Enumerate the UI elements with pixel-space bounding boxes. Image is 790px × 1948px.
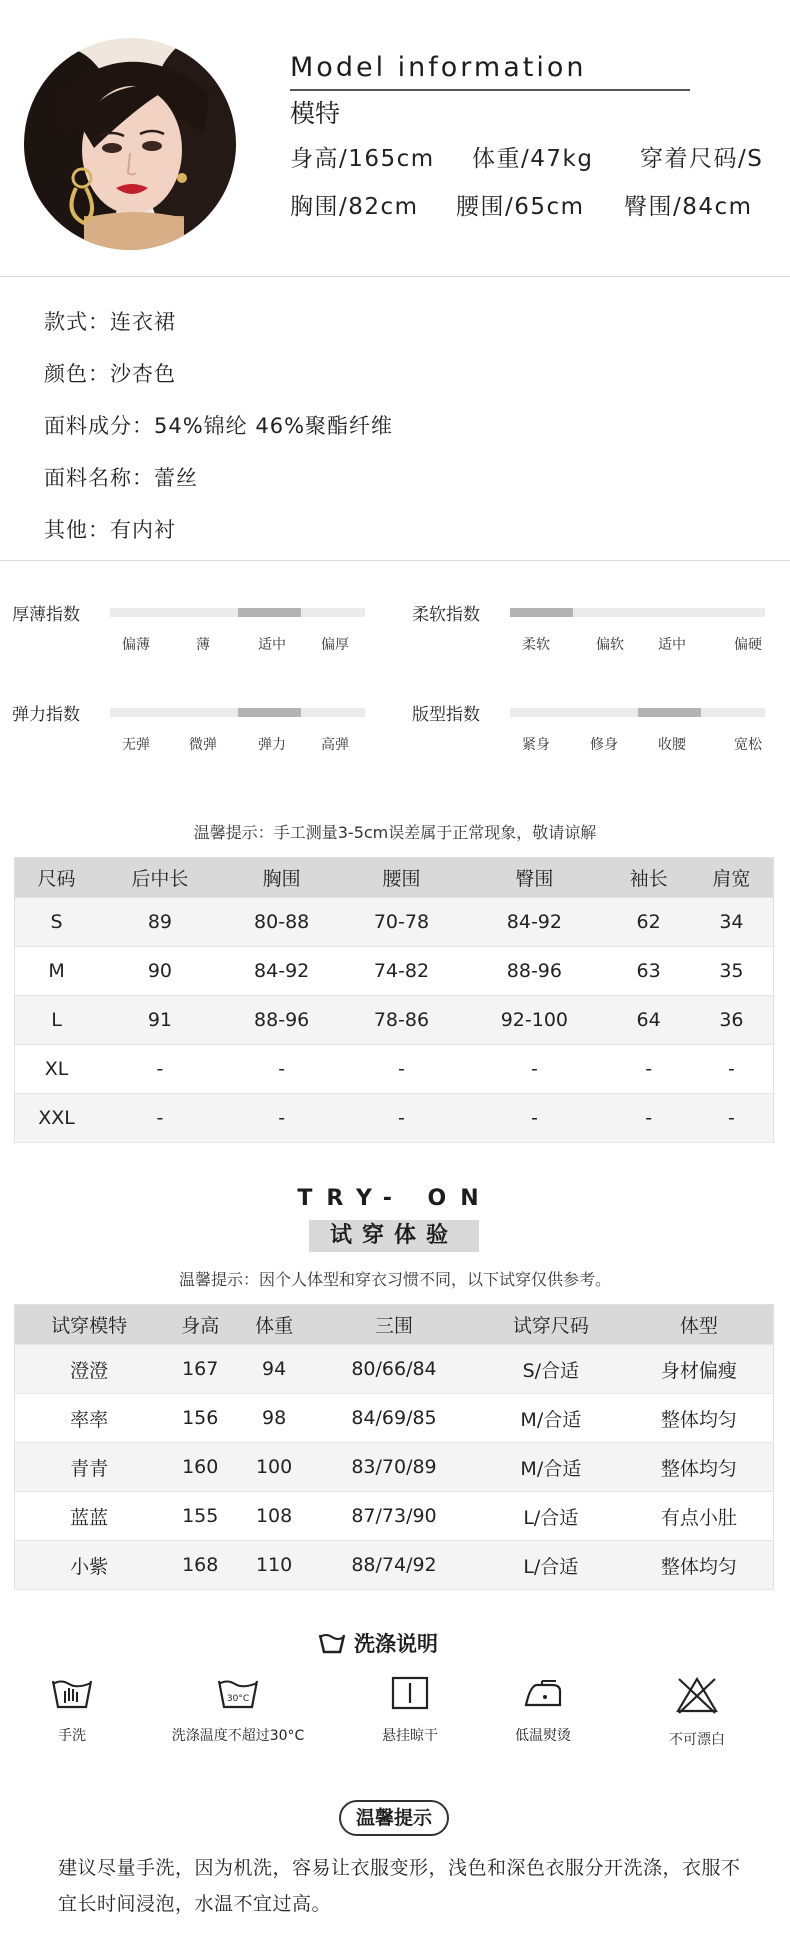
tryon-tip: 温馨提示：因个人体型和穿衣习惯不同，以下试穿仅供参考。 xyxy=(178,1270,611,1289)
tryon-table-header-row xyxy=(15,1305,774,1345)
model-avatar xyxy=(24,38,236,250)
size-table-cell: - xyxy=(690,1094,774,1143)
tryon-table-column-header: 体型 xyxy=(625,1305,774,1345)
size-table-cell: - xyxy=(607,1045,689,1094)
size-table-column-header: 肩宽 xyxy=(690,858,774,898)
size-table-column-header: 后中长 xyxy=(98,858,222,898)
model-information-section xyxy=(0,0,790,276)
model-size: 穿着尺码/S xyxy=(640,146,764,172)
fit-label: 收腰 xyxy=(658,737,686,753)
tryon-table-cell: 整体均匀 xyxy=(625,1443,774,1492)
size-tip: 温馨提示：手工测量3-5cm误差属于正常现象，敬请谅解 xyxy=(193,823,597,842)
model-waist: 腰围/65cm xyxy=(456,194,585,220)
size-table-cell: 70-78 xyxy=(342,898,462,947)
tryon-table-cell: 整体均匀 xyxy=(625,1541,774,1590)
elasticity-label: 高弹 xyxy=(321,737,349,753)
tryon-table-column-header: 试穿尺码 xyxy=(477,1305,625,1345)
wash-30c-icon xyxy=(215,1675,261,1711)
tryon-table-cell: 100 xyxy=(237,1443,311,1492)
tryon-table-row xyxy=(15,1541,774,1590)
tryon-table-cell: 率率 xyxy=(15,1394,164,1443)
attr-style: 款式：连衣裙 xyxy=(44,310,176,334)
tryon-table-cell: 94 xyxy=(237,1345,311,1394)
size-table-cell: 91 xyxy=(98,996,222,1045)
elasticity-label: 弹力 xyxy=(258,737,286,753)
size-table-cell: - xyxy=(342,1094,462,1143)
size-table-cell: 84-92 xyxy=(461,898,607,947)
thickness-index-marker xyxy=(238,608,301,617)
size-table-cell: 64 xyxy=(607,996,689,1045)
size-table-column-header: 袖长 xyxy=(607,858,689,898)
tryon-table-cell: 整体均匀 xyxy=(625,1394,774,1443)
model-portrait-image xyxy=(24,38,236,250)
size-table xyxy=(14,857,774,1143)
size-table-cell: 89 xyxy=(98,898,222,947)
size-table-cell: M xyxy=(15,947,99,996)
softness-label: 偏软 xyxy=(596,637,624,653)
size-table-body xyxy=(15,898,774,1143)
size-table-cell: XXL xyxy=(15,1094,99,1143)
hand-wash-icon xyxy=(49,1675,95,1711)
wash-item-no-bleach xyxy=(597,1675,790,1749)
size-table-cell: XL xyxy=(15,1045,99,1094)
model-weight: 体重/47kg xyxy=(472,146,594,172)
tryon-table-header xyxy=(15,1305,774,1345)
size-table-column-header: 尺码 xyxy=(15,858,99,898)
model-name: 模特 xyxy=(290,99,341,128)
tryon-table-cell: M/合适 xyxy=(477,1394,625,1443)
tryon-table-cell: 88/74/92 xyxy=(311,1541,477,1590)
tryon-table-cell: 83/70/89 xyxy=(311,1443,477,1492)
tryon-table-cell: 168 xyxy=(163,1541,237,1590)
thickness-label: 适中 xyxy=(258,637,286,653)
fit-index-marker xyxy=(638,708,701,717)
attr-fabric: 面料名称：蕾丝 xyxy=(44,466,198,490)
tryon-table-column-header: 试穿模特 xyxy=(15,1305,164,1345)
warm-tip-badge: 温馨提示 xyxy=(339,1800,449,1836)
wash-basin-icon xyxy=(318,1632,346,1654)
model-info-title: Model information xyxy=(290,52,587,83)
tryon-table-cell: 87/73/90 xyxy=(311,1492,477,1541)
fit-label: 紧身 xyxy=(522,737,550,753)
tryon-table-column-header: 身高 xyxy=(163,1305,237,1345)
fit-label: 修身 xyxy=(590,737,618,753)
softness-label: 偏硬 xyxy=(734,637,762,653)
size-table-cell: - xyxy=(461,1094,607,1143)
wash-item-30c xyxy=(138,1675,338,1745)
tryon-table-cell: 108 xyxy=(237,1492,311,1541)
size-table-column-header: 臀围 xyxy=(461,858,607,898)
size-table-cell: 80-88 xyxy=(222,898,342,947)
model-title-underline xyxy=(290,89,690,91)
size-table-cell: 74-82 xyxy=(342,947,462,996)
size-table-header xyxy=(15,858,774,898)
wash-label: 洗涤温度不超过30°C xyxy=(171,1728,305,1744)
size-table-row xyxy=(15,996,774,1045)
tryon-table xyxy=(14,1304,774,1590)
size-table-cell: - xyxy=(342,1045,462,1094)
softness-label: 适中 xyxy=(658,637,686,653)
size-table-cell: 35 xyxy=(690,947,774,996)
size-table-header-row xyxy=(15,858,774,898)
size-table-cell: L xyxy=(15,996,99,1045)
size-table-cell: - xyxy=(222,1094,342,1143)
model-bust: 胸围/82cm xyxy=(290,194,419,220)
size-table-cell: 63 xyxy=(607,947,689,996)
low-iron-icon xyxy=(520,1675,566,1711)
tryon-table-row xyxy=(15,1443,774,1492)
attr-composition: 面料成分：54%锦纶 46%聚酯纤维 xyxy=(44,414,394,438)
divider xyxy=(0,276,790,277)
tryon-table-row xyxy=(15,1394,774,1443)
size-table-cell: 36 xyxy=(690,996,774,1045)
size-table-cell: S xyxy=(15,898,99,947)
warm-tip-text: 建议尽量手洗，因为机洗，容易让衣服变形，浅色和深色衣服分开洗涤，衣服不宜长时间浸泡，水温不宜过高。 xyxy=(58,1857,741,1915)
size-table-cell: 34 xyxy=(690,898,774,947)
thickness-index-title: 厚薄指数 xyxy=(12,605,80,625)
thickness-index-bar xyxy=(110,608,365,617)
elasticity-label: 无弹 xyxy=(122,737,150,753)
size-table-cell: 84-92 xyxy=(222,947,342,996)
wash-header xyxy=(318,1628,438,1658)
size-table-cell: - xyxy=(461,1045,607,1094)
tryon-table-row xyxy=(15,1492,774,1541)
elasticity-index-bar xyxy=(110,708,365,717)
elasticity-label: 微弹 xyxy=(189,737,217,753)
model-height: 身高/165cm xyxy=(290,146,435,172)
wash-label: 不可漂白 xyxy=(669,1732,725,1748)
size-table-cell: 88-96 xyxy=(461,947,607,996)
tryon-table-cell: 小紫 xyxy=(15,1541,164,1590)
tryon-table-body xyxy=(15,1345,774,1590)
size-table-column-header: 腰围 xyxy=(342,858,462,898)
elasticity-index-marker xyxy=(238,708,301,717)
tryon-title-cn: 试穿体验 xyxy=(309,1220,479,1252)
tryon-table-cell: 青青 xyxy=(15,1443,164,1492)
tryon-table-cell: 澄澄 xyxy=(15,1345,164,1394)
tryon-table-cell: L/合适 xyxy=(477,1541,625,1590)
softness-index-title: 柔软指数 xyxy=(412,605,480,625)
tryon-table-row xyxy=(15,1345,774,1394)
fit-label: 宽松 xyxy=(734,737,762,753)
softness-index-bar xyxy=(510,608,765,617)
wash-temp-text: 30°C xyxy=(226,1694,250,1704)
size-table-cell: 88-96 xyxy=(222,996,342,1045)
size-table-cell: 62 xyxy=(607,898,689,947)
size-table-cell: - xyxy=(222,1045,342,1094)
tryon-table-cell: 身材偏瘦 xyxy=(625,1345,774,1394)
size-table-cell: 78-86 xyxy=(342,996,462,1045)
tryon-table-cell: 有点小肚 xyxy=(625,1492,774,1541)
size-table-row xyxy=(15,1045,774,1094)
model-hip: 臀围/84cm xyxy=(624,194,753,220)
size-table-cell: - xyxy=(690,1045,774,1094)
size-table-cell: - xyxy=(98,1094,222,1143)
tryon-table-cell: 98 xyxy=(237,1394,311,1443)
tryon-table-cell: 167 xyxy=(163,1345,237,1394)
elasticity-index-title: 弹力指数 xyxy=(12,705,80,725)
tryon-table-cell: S/合适 xyxy=(477,1345,625,1394)
fit-index-title: 版型指数 xyxy=(412,705,480,725)
tryon-table-column-header: 体重 xyxy=(237,1305,311,1345)
fit-index-bar xyxy=(510,708,765,717)
size-table-cell: - xyxy=(98,1045,222,1094)
tryon-table-cell: 80/66/84 xyxy=(311,1345,477,1394)
tryon-table-cell: M/合适 xyxy=(477,1443,625,1492)
wash-label: 悬挂晾干 xyxy=(382,1728,438,1744)
tryon-table-column-header: 三围 xyxy=(311,1305,477,1345)
size-table-cell: - xyxy=(607,1094,689,1143)
size-table-cell: 92-100 xyxy=(461,996,607,1045)
tryon-table-cell: 110 xyxy=(237,1541,311,1590)
thickness-label: 薄 xyxy=(196,637,210,653)
size-table-row xyxy=(15,1094,774,1143)
tryon-title-en: TRY- ON xyxy=(297,1186,493,1211)
tryon-table-cell: 84/69/85 xyxy=(311,1394,477,1443)
attr-other: 其他：有内衬 xyxy=(44,518,176,542)
thickness-label: 偏薄 xyxy=(122,637,150,653)
tryon-table-cell: 155 xyxy=(163,1492,237,1541)
divider xyxy=(0,560,790,561)
tryon-table-cell: 160 xyxy=(163,1443,237,1492)
size-table-column-header: 胸围 xyxy=(222,858,342,898)
tryon-table-cell: 蓝蓝 xyxy=(15,1492,164,1541)
attr-color: 颜色：沙杏色 xyxy=(44,362,176,386)
size-table-row xyxy=(15,947,774,996)
tryon-table-cell: 156 xyxy=(163,1394,237,1443)
softness-index-marker xyxy=(510,608,573,617)
size-table-cell: 90 xyxy=(98,947,222,996)
thickness-label: 偏厚 xyxy=(321,637,349,653)
tryon-table-cell: L/合适 xyxy=(477,1492,625,1541)
no-bleach-icon xyxy=(674,1675,720,1715)
size-table-row xyxy=(15,898,774,947)
hang-dry-icon xyxy=(390,1675,430,1711)
wash-label: 低温熨烫 xyxy=(515,1728,571,1744)
softness-label: 柔软 xyxy=(522,637,550,653)
wash-label: 手洗 xyxy=(58,1728,86,1744)
wash-title: 洗涤说明 xyxy=(354,1632,438,1656)
